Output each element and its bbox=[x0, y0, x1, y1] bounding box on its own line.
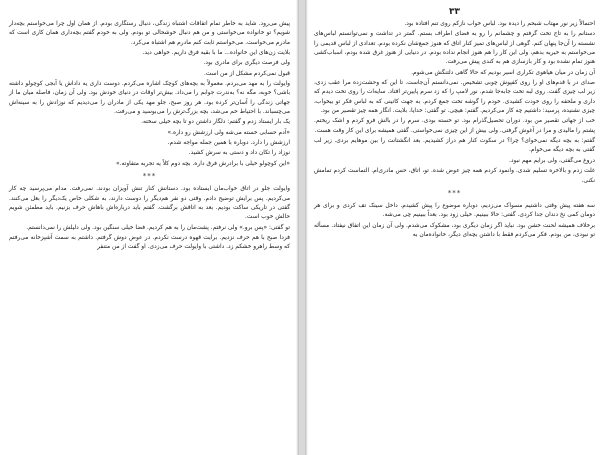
paragraph: «آدم حسابی خسته می‌شه ولی ارزشش رو داره.» bbox=[167, 129, 290, 136]
section-divider: *** bbox=[447, 188, 462, 197]
gutter-shadow bbox=[305, 0, 308, 455]
paragraph: «این کوچولو خیلی با برادرش فرق داره. بچه دوم کلاً یه تجربه متفاوته.» bbox=[116, 160, 290, 167]
paragraph: پیش می‌رود. شاید به خاطر تمام اتفاقات اشتباه زندگی، دنبال رستگاری بودم. از همان اول چرا می‌خواستم بچه‌دار شویم؟ تو خانواده می‌خواستی و من هم دنبال خوشحالی تو بودم. ولی به خودم گفتم بچه‌داری همان کاری است که مادرم می‌خواست. می‌خواستم ثابت کنم مادرم هم اشتباه می‌کرد. bbox=[9, 21, 290, 46]
page-content bbox=[314, 20, 595, 240]
section-divider: *** bbox=[142, 172, 157, 181]
paragraph: صدای در با قدم‌های او را روی کفپوش چوبی تشخیص. نمی‌دانستم آن‌جاست. تا این که وحشت‌زده مرا عقب زدی، زیر لب چیزی گفت. روی لبه تخت جابه‌جا شدم. نور لامپ را که زد سرم پایین‌تر افتاد. سایه‌ات را روی تخت دیدم که داری و ملحفه را روی خودت کشیدی. خودم را گوشه تخت جمع کردم. به جهت کاتینی که به لباس فکر تو بیخواب، چیزی نشنیده، پرسید: داشتیم چه کار می‌کردیم. گفتم: هیچی. تو گفتی: خدایا، بلایت. انگار همه چیز تقصیر من بود. bbox=[314, 80, 595, 115]
right-book-page bbox=[0, 0, 299, 455]
paragraph: نوزاد را تکان داد و دستی به سرش کشید. bbox=[188, 150, 290, 157]
page-number: ۳۳ bbox=[449, 7, 460, 17]
paragraph: دستانم را به تاج تخت گرفتم و چشمانم را رو به فضای اطراف بستم. گمتر در تداشت و نمی‌توانستم لباس‌های نشسته را آن‌جا پنهان کنم. گوهی از لباس‌های تمیز کنار اتاق که هنوز جمع‌شان نکرده بودم. تعدادی از لباس قدیمی را می‌خواستم به خیریه بدهم، ولی این کار را هم هنوز انجام نداده بودم. در دنیایی از هنوز غرق شده بودم، اسباب‌کشی هنوز تمام نشده بود و کار بازسازی هم به کندی پیش می‌رفت. bbox=[314, 31, 595, 66]
paragraph: غلت زدم و بالاخره تسلیم شدی. وانمود کردم همه چیز عوض شده. تو، اتاق، حس مادری‌ام. التماست کردم تمامش نکنی. bbox=[314, 168, 595, 184]
paragraph: دروغ می‌گفتی، ولی برایم مهم نبود. bbox=[508, 157, 595, 164]
paragraph: خب از جهاتی تقصیر من بود. دوران تحصیل‌گذرام بود. تو خسته بودی. سرم را در بالش فرو کردم و اشک ریختم. پشتم را مالیدی و مرا در آغوش گرفتی. ولی بیش از این چیزی نمی‌خواستی. گفتی همیشه برای این کار وقت هست. bbox=[314, 118, 595, 134]
paragraph: سه هفته پیش وقتی داشتیم مسواک می‌زدیم، دوباره موضوع را پیش کشیدم. داخل سینک تف کردی و برای هر دومان کمی نخ دندان جدا کردی. گفتی: حالا ببینیم. خیلی زود بود. بعداً ببینیم چی می‌شه. bbox=[314, 202, 595, 219]
paragraph: ارزشش را دارد. دوباره با همین جمله مواجه شدم. bbox=[167, 140, 290, 147]
paragraph: تو گفتی: «پس برو.» ولی نرفتم. پشت‌مان را به هم کردیم. فضا خیلی سنگین بود. ولی دلیلش را نمی‌دانستم. bbox=[26, 224, 290, 231]
paragraph: احتمالاً زیر نور مهتاب شبحم را دیده بود. لباس خواب نازکم روی تنم افتاده بود. bbox=[404, 21, 595, 27]
paragraph: یک بار ایستاد زدم و گفتم: دلگار داشتن دو تا بچه خیلی سخته. bbox=[141, 119, 290, 126]
paragraph: ولی فرصت دیگری برای مادری بود. bbox=[203, 60, 290, 67]
paragraph: وایولت را به مهد می‌بردم. معمولاً به بچه‌های کوچک اشاره می‌کردم. دوست داری یه داداش یا آبجی کوچولو داشته باشی؟ خوبه، مگه نه؟ به‌ندرت جوابم را می‌داد. بیش‌تر اوقات در دنیای خودش بود. ولی آن زمان، فاصله میان ما از جهاتی زندگی را آسان‌تر کرده بود. هر روز صبح، جلو مهد یکی از مادران را می‌دیدیم که نوزادش را به سینه‌اش می‌چسباند. با احتیاط خم می‌شد، بچه بزرگ‌ترش را می‌بوسید و می‌رفت. bbox=[9, 81, 290, 116]
paragraph: آن زمان در میان هیاهوی تکراری اسیر بودیم که حالا گاهی دلتنگش می‌شوم. bbox=[411, 69, 595, 76]
paragraph: قبول نمی‌کردم مشکل از من است. bbox=[203, 70, 290, 77]
paragraph: وایولت جلو در اتاق خواب‌مان ایستاده بود. دستانش کنار تنش آویزان بودند. نمی‌رفت. مدام می‌پرسید چه کار می‌کردیم. پس برایش توضیح دادم. وقتی دو نفر هم‌دیگر را دوست دارند، به شکلی خاص یک‌دیگر را بغل می‌کنند. گفتی در تاریکی ساکت بودیم. بعد به اتاقش برگشت. گفتم باید درباره‌اش باهاش حرف بزنیم. باید مطمئن شویم حالش خوب است. bbox=[9, 186, 290, 221]
gutter-shadow bbox=[296, 0, 299, 455]
paragraph: فردا صبح با هم حرف نزدیم. برایت قهوه درست نکردم. در عوض دوش گرفتم. داشتم به سمت آشپزخانه می‌رفتم که وسط راهرو خشکم زد. داشتی با وایولت حرف می‌زدی. او گفت از من متنفر bbox=[9, 234, 290, 251]
page-content bbox=[9, 20, 290, 253]
paragraph: گفتم: به بچه دیگه نمی‌خوای؟ چرا؟ در سکوت کنار هم دراز کشیدیم. بعد انگشتانت را بین موهایم بردی. زیر لب گفتی به بچه دیگه می‌خوام. bbox=[314, 138, 595, 154]
paragraph: برخلاف همیشه لحنت خشن بود. نباید اگر زمان دیگری بود، مشکوک می‌شدم. ولی آن زمان این اتفاق نیفتاد. مسأله تو نبودی، من بودم. فکر می‌کردم فقط با داشتن بچه‌ای دیگر، خانواده‌مان به bbox=[314, 222, 595, 238]
left-book-page bbox=[305, 0, 604, 455]
paragraph: بلایت زن‌های این خانواده... ما با بقیه فرق داریم. خواهی دید. bbox=[142, 50, 290, 57]
